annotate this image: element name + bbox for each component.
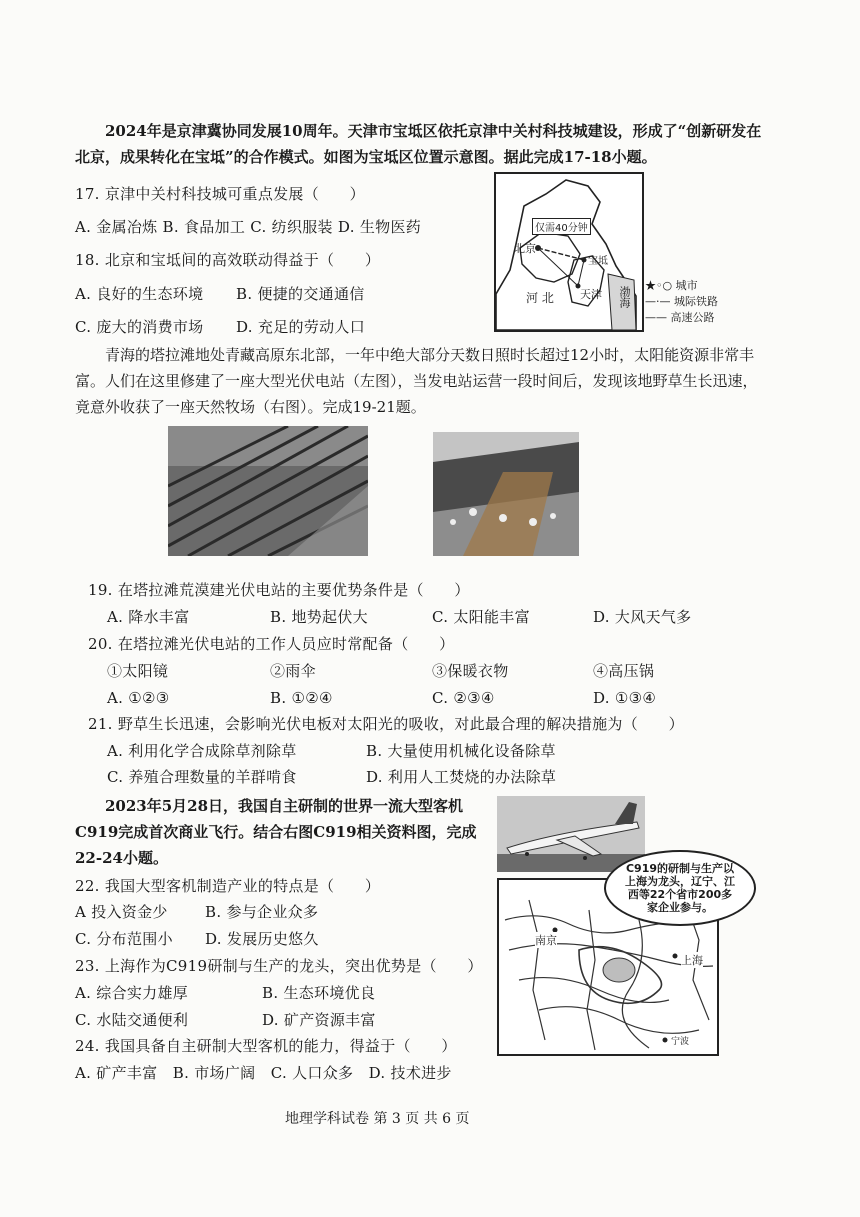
q24-options: A. 矿产丰富 B. 市场广阔 C. 人口众多 D. 技术进步 <box>75 1064 452 1082</box>
q23-option-c: C. 水陆交通便利 <box>75 1011 189 1029</box>
q20-item-3: ③保暖衣物 <box>432 662 509 680</box>
solar-farm-photo <box>168 426 368 556</box>
q19-option-b: B. 地势起伏大 <box>270 608 368 626</box>
label-hebei: 河 北 <box>526 291 554 305</box>
label-time: 仅需40分钟 <box>532 218 591 235</box>
q18-option-d: D. 充足的劳动人口 <box>236 318 366 336</box>
map1-legend <box>645 278 718 326</box>
q17-stem: 17. 京津中关村科技城可重点发展（ ） <box>75 185 365 203</box>
q21-option-a: A. 利用化学合成除草剂除草 <box>107 742 297 760</box>
q20-item-1: ①太阳镜 <box>107 662 169 680</box>
q20-stem: 20. 在塔拉滩光伏电站的工作人员应时常配备（ ） <box>88 635 455 653</box>
c919-callout <box>604 850 756 926</box>
q23-option-d: D. 矿产资源丰富 <box>262 1011 376 1029</box>
q20-option-d: D. ①③④ <box>593 689 657 707</box>
label-tianjin: 天津 <box>580 288 602 301</box>
callout-text: C919的研制与生产以上海为龙头，辽宁、江西等22个省市200多家企业参与。 <box>625 862 735 914</box>
q18-option-c: C. 庞大的消费市场 <box>75 318 204 336</box>
q22-option-a: A 投入资金少 <box>75 903 168 921</box>
q20-item-4: ④高压锅 <box>593 662 655 680</box>
star-icon: ★◦○ <box>645 279 673 292</box>
label-bohai: 渤海 <box>618 286 631 308</box>
baodi-location-map <box>494 172 644 332</box>
q22-option-b: B. 参与企业众多 <box>205 903 319 921</box>
q22-stem: 22. 我国大型客机制造产业的特点是（ ） <box>75 877 381 895</box>
q22-option-c: C. 分布范围小 <box>75 930 173 948</box>
legend-road: 高速公路 <box>670 311 715 324</box>
label-nanjing: 南京 <box>535 934 557 947</box>
q23-option-a: A. 综合实力雄厚 <box>75 984 189 1002</box>
q23-option-b: B. 生态环境优良 <box>262 984 376 1002</box>
label-shanghai: 上海 <box>681 954 703 967</box>
legend-rail: 城际铁路 <box>674 295 718 308</box>
q18-stem: 18. 北京和宝坻间的高效联动得益于（ ） <box>75 251 381 269</box>
q20-item-2: ②雨伞 <box>270 662 316 680</box>
q19-stem: 19. 在塔拉滩荒漠建光伏电站的主要优势条件是（ ） <box>88 581 470 599</box>
legend-city: 城市 <box>675 279 698 292</box>
road-line-icon: —— <box>645 311 667 324</box>
page-footer: 地理学科试卷 第 3 页 共 6 页 <box>285 1111 470 1127</box>
q20-option-a: A. ①②③ <box>107 689 170 707</box>
q22-option-d: D. 发展历史悠久 <box>205 930 319 948</box>
q18-option-a: A. 良好的生态环境 <box>75 285 204 303</box>
intro-17-18: 2024年是京津冀协同发展10周年。天津市宝坻区依托京津中关村科技城建设，形成了“创新研发在北京，成果转化在宝坻”的合作模式。如图为宝坻区位置示意图。据此完成17-18小题。 <box>75 122 762 166</box>
label-beijing: 北京 <box>514 242 536 255</box>
q18-option-b: B. 便捷的交通通信 <box>236 285 365 303</box>
q21-option-c: C. 养殖合理数量的羊群啃食 <box>107 768 297 786</box>
q23-stem: 23. 上海作为C919研制与生产的龙头，突出优势是（ ） <box>75 957 483 975</box>
q19-option-a: A. 降水丰富 <box>107 608 190 626</box>
q19-option-c: C. 太阳能丰富 <box>432 608 530 626</box>
q24-stem: 24. 我国具备自主研制大型客机的能力，得益于（ ） <box>75 1037 457 1055</box>
q20-option-b: B. ①②④ <box>270 689 333 707</box>
intro-22-24: 2023年5月28日，我国自主研制的世界一流大型客机C919完成首次商业飞行。结合右图C919相关资料图，完成22-24小题。 <box>75 797 477 867</box>
q20-option-c: C. ②③④ <box>432 689 495 707</box>
q17-options: A. 金属冶炼 B. 食品加工 C. 纺织服装 D. 生物医药 <box>75 218 422 236</box>
q21-option-d: D. 利用人工焚烧的办法除草 <box>366 768 557 786</box>
label-ningbo: 宁波 <box>671 1034 689 1047</box>
pasture-photo <box>433 432 579 556</box>
rail-line-icon: —·— <box>645 295 671 308</box>
q21-option-b: B. 大量使用机械化设备除草 <box>366 742 556 760</box>
q21-stem: 21. 野草生长迅速，会影响光伏电板对太阳光的吸收，对此最合理的解决措施为（ ） <box>88 715 684 733</box>
q19-option-d: D. 大风天气多 <box>593 608 692 626</box>
intro-19-21: 青海的塔拉滩地处青藏高原东北部，一年中绝大部分天数日照时长超过12小时，太阳能资源非常丰富。人们在这里修建了一座大型光伏电站（左图），当发电站运营一段时间后，发现该地野草生长迅速，竟意外收获了一座天然牧场（右图）。完成19-21题。 <box>75 346 758 416</box>
label-baodi: 宝坻 <box>588 256 608 267</box>
c919-aircraft-photo <box>497 796 645 872</box>
